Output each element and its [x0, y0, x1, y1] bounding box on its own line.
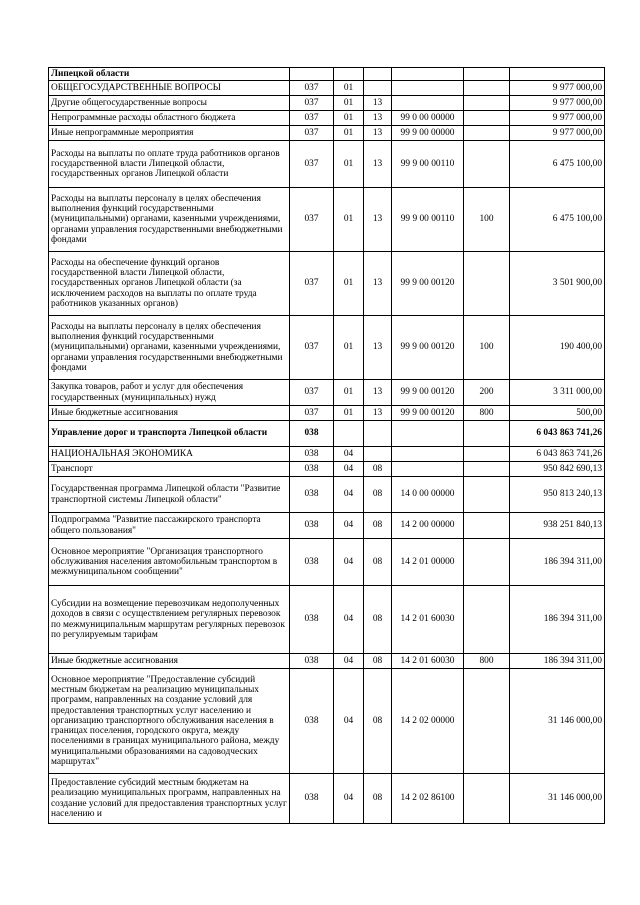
row-name: Расходы на выплаты персоналу в целях обеспечения выполнения функций государственными (муниципальными) органами, казенными учреждениями, органами управления государственными внебюджетными фондами — [49, 316, 290, 380]
row-pr: 13 — [364, 111, 392, 126]
row-vr — [464, 96, 510, 111]
row-csr: 14 2 01 00000 — [392, 539, 464, 586]
row-rz: 01 — [334, 252, 364, 316]
row-vr: 200 — [464, 380, 510, 406]
row-pr — [364, 421, 392, 447]
row-name: Основное мероприятие "Организация транспортного обслуживания населения автомобильным транспортом в межмуниципальном сообщении" — [49, 539, 290, 586]
table-row — [49, 252, 605, 316]
table-row — [49, 654, 605, 669]
row-pr: 13 — [364, 188, 392, 252]
row-csr: 99 9 00 00120 — [392, 252, 464, 316]
row-ved: 038 — [290, 447, 334, 462]
row-csr: 14 2 00 00000 — [392, 513, 464, 539]
row-sum: 9 977 000,00 — [510, 126, 605, 141]
table-row — [49, 111, 605, 126]
row-csr — [392, 81, 464, 96]
row-rz — [334, 421, 364, 447]
row-rz: 04 — [334, 462, 364, 477]
table-row — [49, 539, 605, 586]
row-name: Иные бюджетные ассигнования — [49, 406, 290, 421]
row-pr: 13 — [364, 406, 392, 421]
row-vr: 800 — [464, 406, 510, 421]
row-vr — [464, 447, 510, 462]
row-ved: 038 — [290, 669, 334, 774]
row-vr: 100 — [464, 316, 510, 380]
row-name: НАЦИОНАЛЬНАЯ ЭКОНОМИКА — [49, 447, 290, 462]
row-ved: 038 — [290, 462, 334, 477]
row-name: Иные непрограммные мероприятия — [49, 126, 290, 141]
row-rz: 01 — [334, 126, 364, 141]
row-vr — [464, 81, 510, 96]
row-sum: 31 146 000,00 — [510, 774, 605, 824]
row-ved: 038 — [290, 586, 334, 654]
row-sum: 6 475 100,00 — [510, 141, 605, 188]
row-sum: 9 977 000,00 — [510, 81, 605, 96]
row-ved: 038 — [290, 477, 334, 513]
row-sum: 9 977 000,00 — [510, 96, 605, 111]
row-vr — [464, 141, 510, 188]
row-rz: 04 — [334, 513, 364, 539]
row-vr — [464, 111, 510, 126]
row-name: Расходы на обеспечение функций органов государственной власти Липецкой области, государственных органов Липецкой области (за исключением расходов на выплаты по оплате труда работников указанных органов) — [49, 252, 290, 316]
row-sum: 186 394 311,00 — [510, 586, 605, 654]
row-name: Липецкой области — [49, 68, 290, 81]
row-pr: 08 — [364, 654, 392, 669]
row-vr — [464, 126, 510, 141]
row-rz: 04 — [334, 654, 364, 669]
table-row — [49, 669, 605, 774]
row-csr — [392, 96, 464, 111]
row-sum: 9 977 000,00 — [510, 111, 605, 126]
row-pr: 08 — [364, 669, 392, 774]
row-vr — [464, 462, 510, 477]
row-rz: 01 — [334, 111, 364, 126]
table-row — [49, 586, 605, 654]
row-vr — [464, 539, 510, 586]
row-rz: 04 — [334, 477, 364, 513]
row-ved — [290, 68, 334, 81]
row-csr: 99 9 00 00120 — [392, 380, 464, 406]
row-vr: 100 — [464, 188, 510, 252]
row-rz: 01 — [334, 141, 364, 188]
row-sum: 950 813 240,13 — [510, 477, 605, 513]
row-name: Непрограммные расходы областного бюджета — [49, 111, 290, 126]
row-name: Предоставление субсидий местным бюджетам на реализацию муниципальных программ, направленных на создание условий для предоставления транспортных услуг населению и — [49, 774, 290, 824]
row-rz: 01 — [334, 406, 364, 421]
row-ved: 038 — [290, 513, 334, 539]
row-pr: 13 — [364, 252, 392, 316]
table-row — [49, 96, 605, 111]
row-ved: 037 — [290, 96, 334, 111]
row-csr — [392, 68, 464, 81]
table-row — [49, 316, 605, 380]
table-row — [49, 81, 605, 96]
row-vr — [464, 252, 510, 316]
row-ved: 037 — [290, 316, 334, 380]
table-row — [49, 513, 605, 539]
row-csr: 99 9 00 00000 — [392, 126, 464, 141]
row-pr: 08 — [364, 513, 392, 539]
row-vr — [464, 513, 510, 539]
row-vr — [464, 68, 510, 81]
row-sum: 186 394 311,00 — [510, 654, 605, 669]
row-name: Расходы на выплаты по оплате труда работников органов государственной власти Липецкой области, государственных органов Липецкой области — [49, 141, 290, 188]
table-row — [49, 126, 605, 141]
row-sum: 190 400,00 — [510, 316, 605, 380]
row-rz: 04 — [334, 586, 364, 654]
row-ved: 037 — [290, 188, 334, 252]
row-name: Расходы на выплаты персоналу в целях обеспечения выполнения функций государственными (муниципальными) органами, казенными учреждениями, органами управления государственными внебюджетными фондами — [49, 188, 290, 252]
budget-table — [48, 67, 605, 824]
row-csr — [392, 447, 464, 462]
row-ved: 038 — [290, 654, 334, 669]
row-name: Основное мероприятие "Предоставление субсидий местным бюджетам на реализацию муниципальных программ, направленных на создание условий для предоставления транспортных услуг населению и организацию транспортного обслуживания населения в границах поселения, городского округа, между поселениями в границах муниципального района, между муниципальными образованиями на садоводческих маршрутах" — [49, 669, 290, 774]
row-vr — [464, 586, 510, 654]
row-name: Другие общегосударственные вопросы — [49, 96, 290, 111]
row-csr: 99 9 00 00110 — [392, 141, 464, 188]
row-sum: 186 394 311,00 — [510, 539, 605, 586]
row-name: Управление дорог и транспорта Липецкой области — [49, 421, 290, 447]
row-name: Иные бюджетные ассигнования — [49, 654, 290, 669]
row-sum: 6 475 100,00 — [510, 188, 605, 252]
row-vr: 800 — [464, 654, 510, 669]
budget-table-body — [49, 68, 605, 824]
row-sum: 3 311 000,00 — [510, 380, 605, 406]
row-name: Государственная программа Липецкой области "Развитие транспортной системы Липецкой области" — [49, 477, 290, 513]
row-ved: 037 — [290, 141, 334, 188]
row-sum: 6 043 863 741,26 — [510, 421, 605, 447]
row-vr — [464, 477, 510, 513]
table-row — [49, 462, 605, 477]
row-pr: 13 — [364, 316, 392, 380]
row-pr: 08 — [364, 586, 392, 654]
row-name: Подпрограмма "Развитие пассажирского транспорта общего пользования" — [49, 513, 290, 539]
row-csr: 99 9 00 00110 — [392, 188, 464, 252]
row-rz: 04 — [334, 447, 364, 462]
row-csr: 14 2 01 60030 — [392, 654, 464, 669]
row-csr: 99 0 00 00000 — [392, 111, 464, 126]
row-sum: 31 146 000,00 — [510, 669, 605, 774]
table-row — [49, 447, 605, 462]
row-csr — [392, 421, 464, 447]
row-pr: 13 — [364, 141, 392, 188]
row-rz: 01 — [334, 380, 364, 406]
row-pr: 08 — [364, 774, 392, 824]
row-ved: 038 — [290, 421, 334, 447]
table-row — [49, 380, 605, 406]
row-name: ОБЩЕГОСУДАРСТВЕННЫЕ ВОПРОСЫ — [49, 81, 290, 96]
row-pr: 08 — [364, 462, 392, 477]
row-rz: 01 — [334, 316, 364, 380]
row-csr: 14 2 01 60030 — [392, 586, 464, 654]
row-csr: 14 0 00 00000 — [392, 477, 464, 513]
row-rz: 04 — [334, 539, 364, 586]
row-pr: 13 — [364, 126, 392, 141]
row-csr: 99 9 00 00120 — [392, 406, 464, 421]
row-ved: 037 — [290, 111, 334, 126]
row-csr — [392, 462, 464, 477]
row-rz: 01 — [334, 188, 364, 252]
row-ved: 037 — [290, 81, 334, 96]
row-sum: 3 501 900,00 — [510, 252, 605, 316]
row-pr: 08 — [364, 477, 392, 513]
row-ved: 038 — [290, 539, 334, 586]
row-vr — [464, 774, 510, 824]
row-ved: 037 — [290, 380, 334, 406]
row-csr: 14 2 02 00000 — [392, 669, 464, 774]
row-rz: 01 — [334, 81, 364, 96]
table-row — [49, 477, 605, 513]
row-pr: 08 — [364, 539, 392, 586]
table-row — [49, 188, 605, 252]
row-pr: 13 — [364, 380, 392, 406]
row-sum: 500,00 — [510, 406, 605, 421]
row-csr: 14 2 02 86100 — [392, 774, 464, 824]
row-rz: 01 — [334, 96, 364, 111]
row-ved: 037 — [290, 126, 334, 141]
row-sum: 6 043 863 741,26 — [510, 447, 605, 462]
row-ved: 038 — [290, 774, 334, 824]
row-name: Субсидии на возмещение перевозчикам недополученных доходов в связи с осуществлением регулярных перевозок по межмуниципальным маршрутам регулярных перевозок по регулируемым тарифам — [49, 586, 290, 654]
table-row — [49, 406, 605, 421]
row-vr — [464, 669, 510, 774]
row-pr — [364, 68, 392, 81]
table-row — [49, 68, 605, 81]
row-sum: 950 842 690,13 — [510, 462, 605, 477]
row-pr — [364, 447, 392, 462]
table-row — [49, 141, 605, 188]
table-row — [49, 421, 605, 447]
table-row — [49, 774, 605, 824]
row-name: Транспорт — [49, 462, 290, 477]
row-rz: 04 — [334, 774, 364, 824]
row-sum — [510, 68, 605, 81]
row-sum: 938 251 840,13 — [510, 513, 605, 539]
row-csr: 99 9 00 00120 — [392, 316, 464, 380]
row-rz — [334, 68, 364, 81]
row-pr: 13 — [364, 96, 392, 111]
row-ved: 037 — [290, 406, 334, 421]
row-pr — [364, 81, 392, 96]
row-vr — [464, 421, 510, 447]
row-rz: 04 — [334, 669, 364, 774]
row-ved: 037 — [290, 252, 334, 316]
row-name: Закупка товаров, работ и услуг для обеспечения государственных (муниципальных) нужд — [49, 380, 290, 406]
